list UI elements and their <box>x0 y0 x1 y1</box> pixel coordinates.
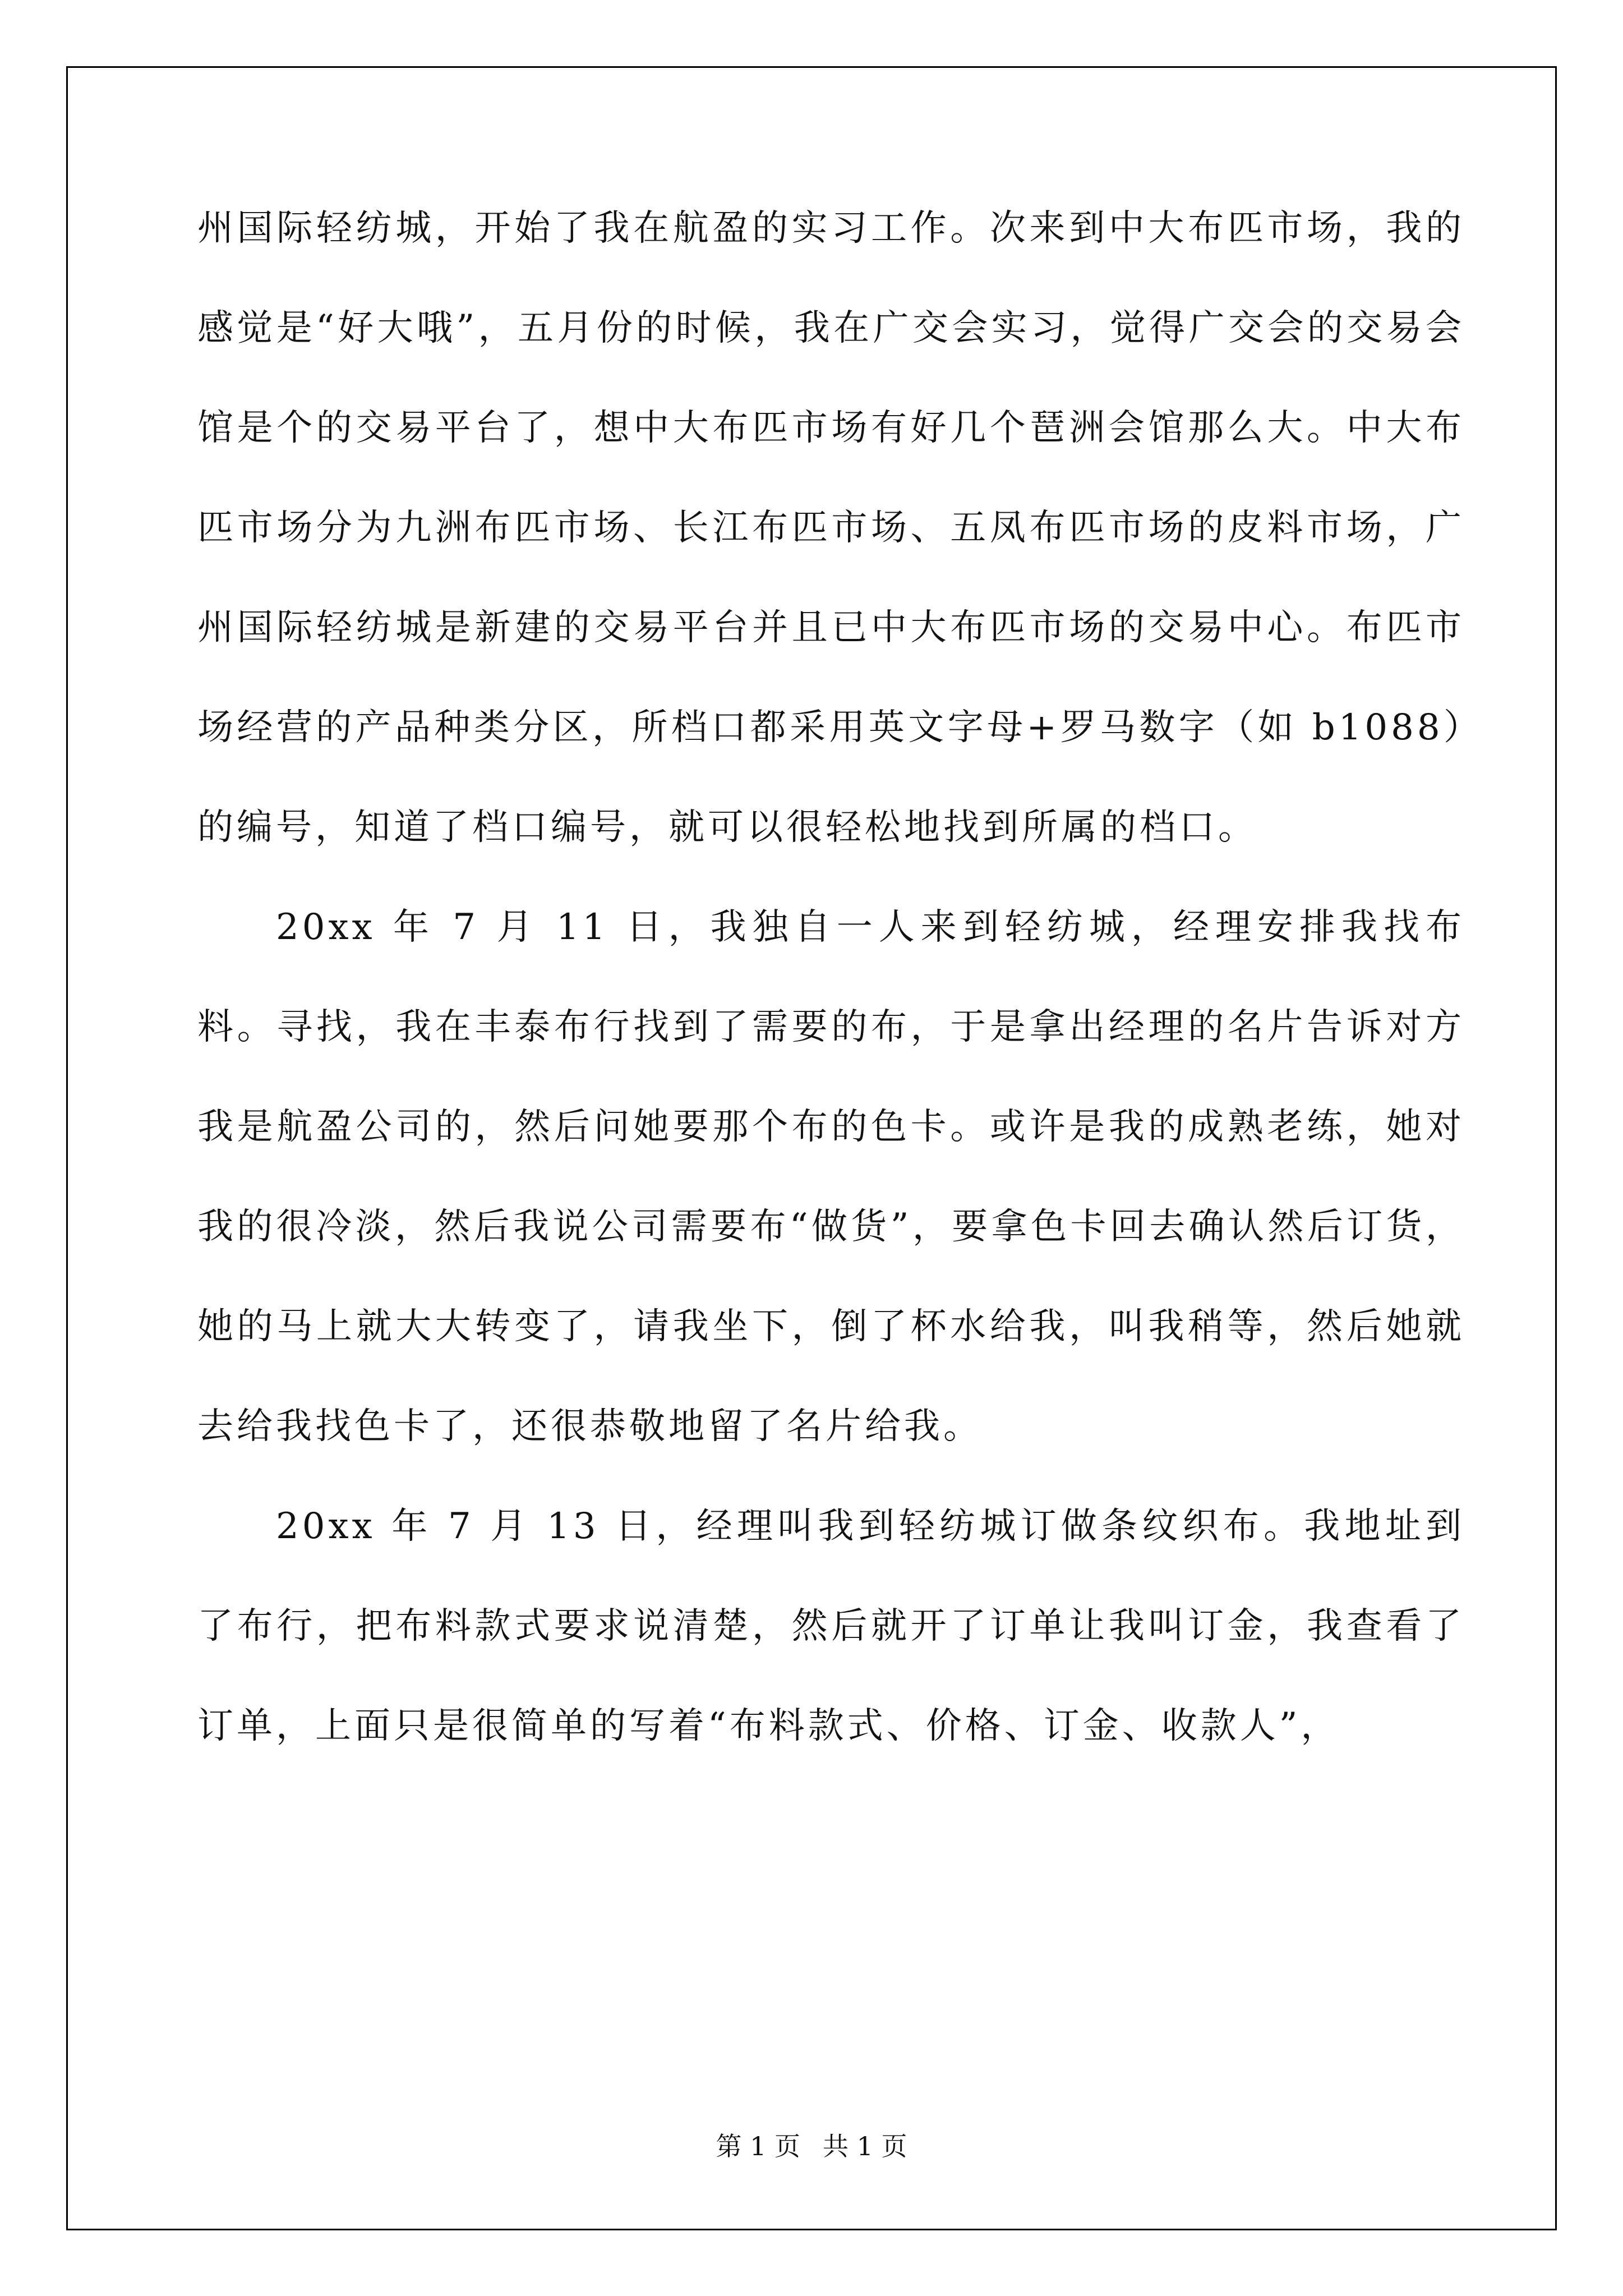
paragraph-2: 20xx 年 7 月 11 日，我独自一人来到轻纺城，经理安排我找布料。寻找，我在丰泰布行找到了需要的布，于是拿出经理的名片告诉对方我是航盈公司的，然后问她要那个布的色卡。或许是我的成熟老练，她对我的很冷淡，然后我说公司需要布“做货”，要拿色卡回去确认然后订货，她的马上就大大转变了，请我坐下，倒了杯水给我，叫我稍等，然后她就去给我找色卡了，还很恭敬地留了名片给我。 <box>197 907 1465 1447</box>
page-footer <box>0 2126 1623 2163</box>
paragraph-3: 20xx 年 7 月 13 日，经理叫我到轻纺城订做条纹织布。我地址到了布行，把布料款式要求说清楚，然后就开了订单让我叫订金，我查看了订单，上面只是很简单的写着“布料款式、价格、订金、收款人”， <box>197 1506 1465 1747</box>
document-body <box>197 178 1465 1776</box>
paragraph-1: 州国际轻纺城，开始了我在航盈的实习工作。次来到中大布匹市场，我的感觉是“好大哦”，五月份的时候，我在广交会实习，觉得广交会的交易会馆是个的交易平台了，想中大布匹市场有好几个琶洲会馆那么大。中大布匹市场分为九洲布匹市场、长江布匹市场、五凤布匹市场的皮料市场，广州国际轻纺城是新建的交易平台并且已中大布匹市场的交易中心。布匹市场经营的产品种类分区，所档口都采用英文字母+罗马数字（如 b1088）的编号，知道了档口编号，就可以很轻松地找到所属的档口。 <box>197 208 1465 848</box>
page-total: 共 1 页 <box>823 2131 907 2161</box>
page-number: 第 1 页 <box>716 2131 800 2161</box>
